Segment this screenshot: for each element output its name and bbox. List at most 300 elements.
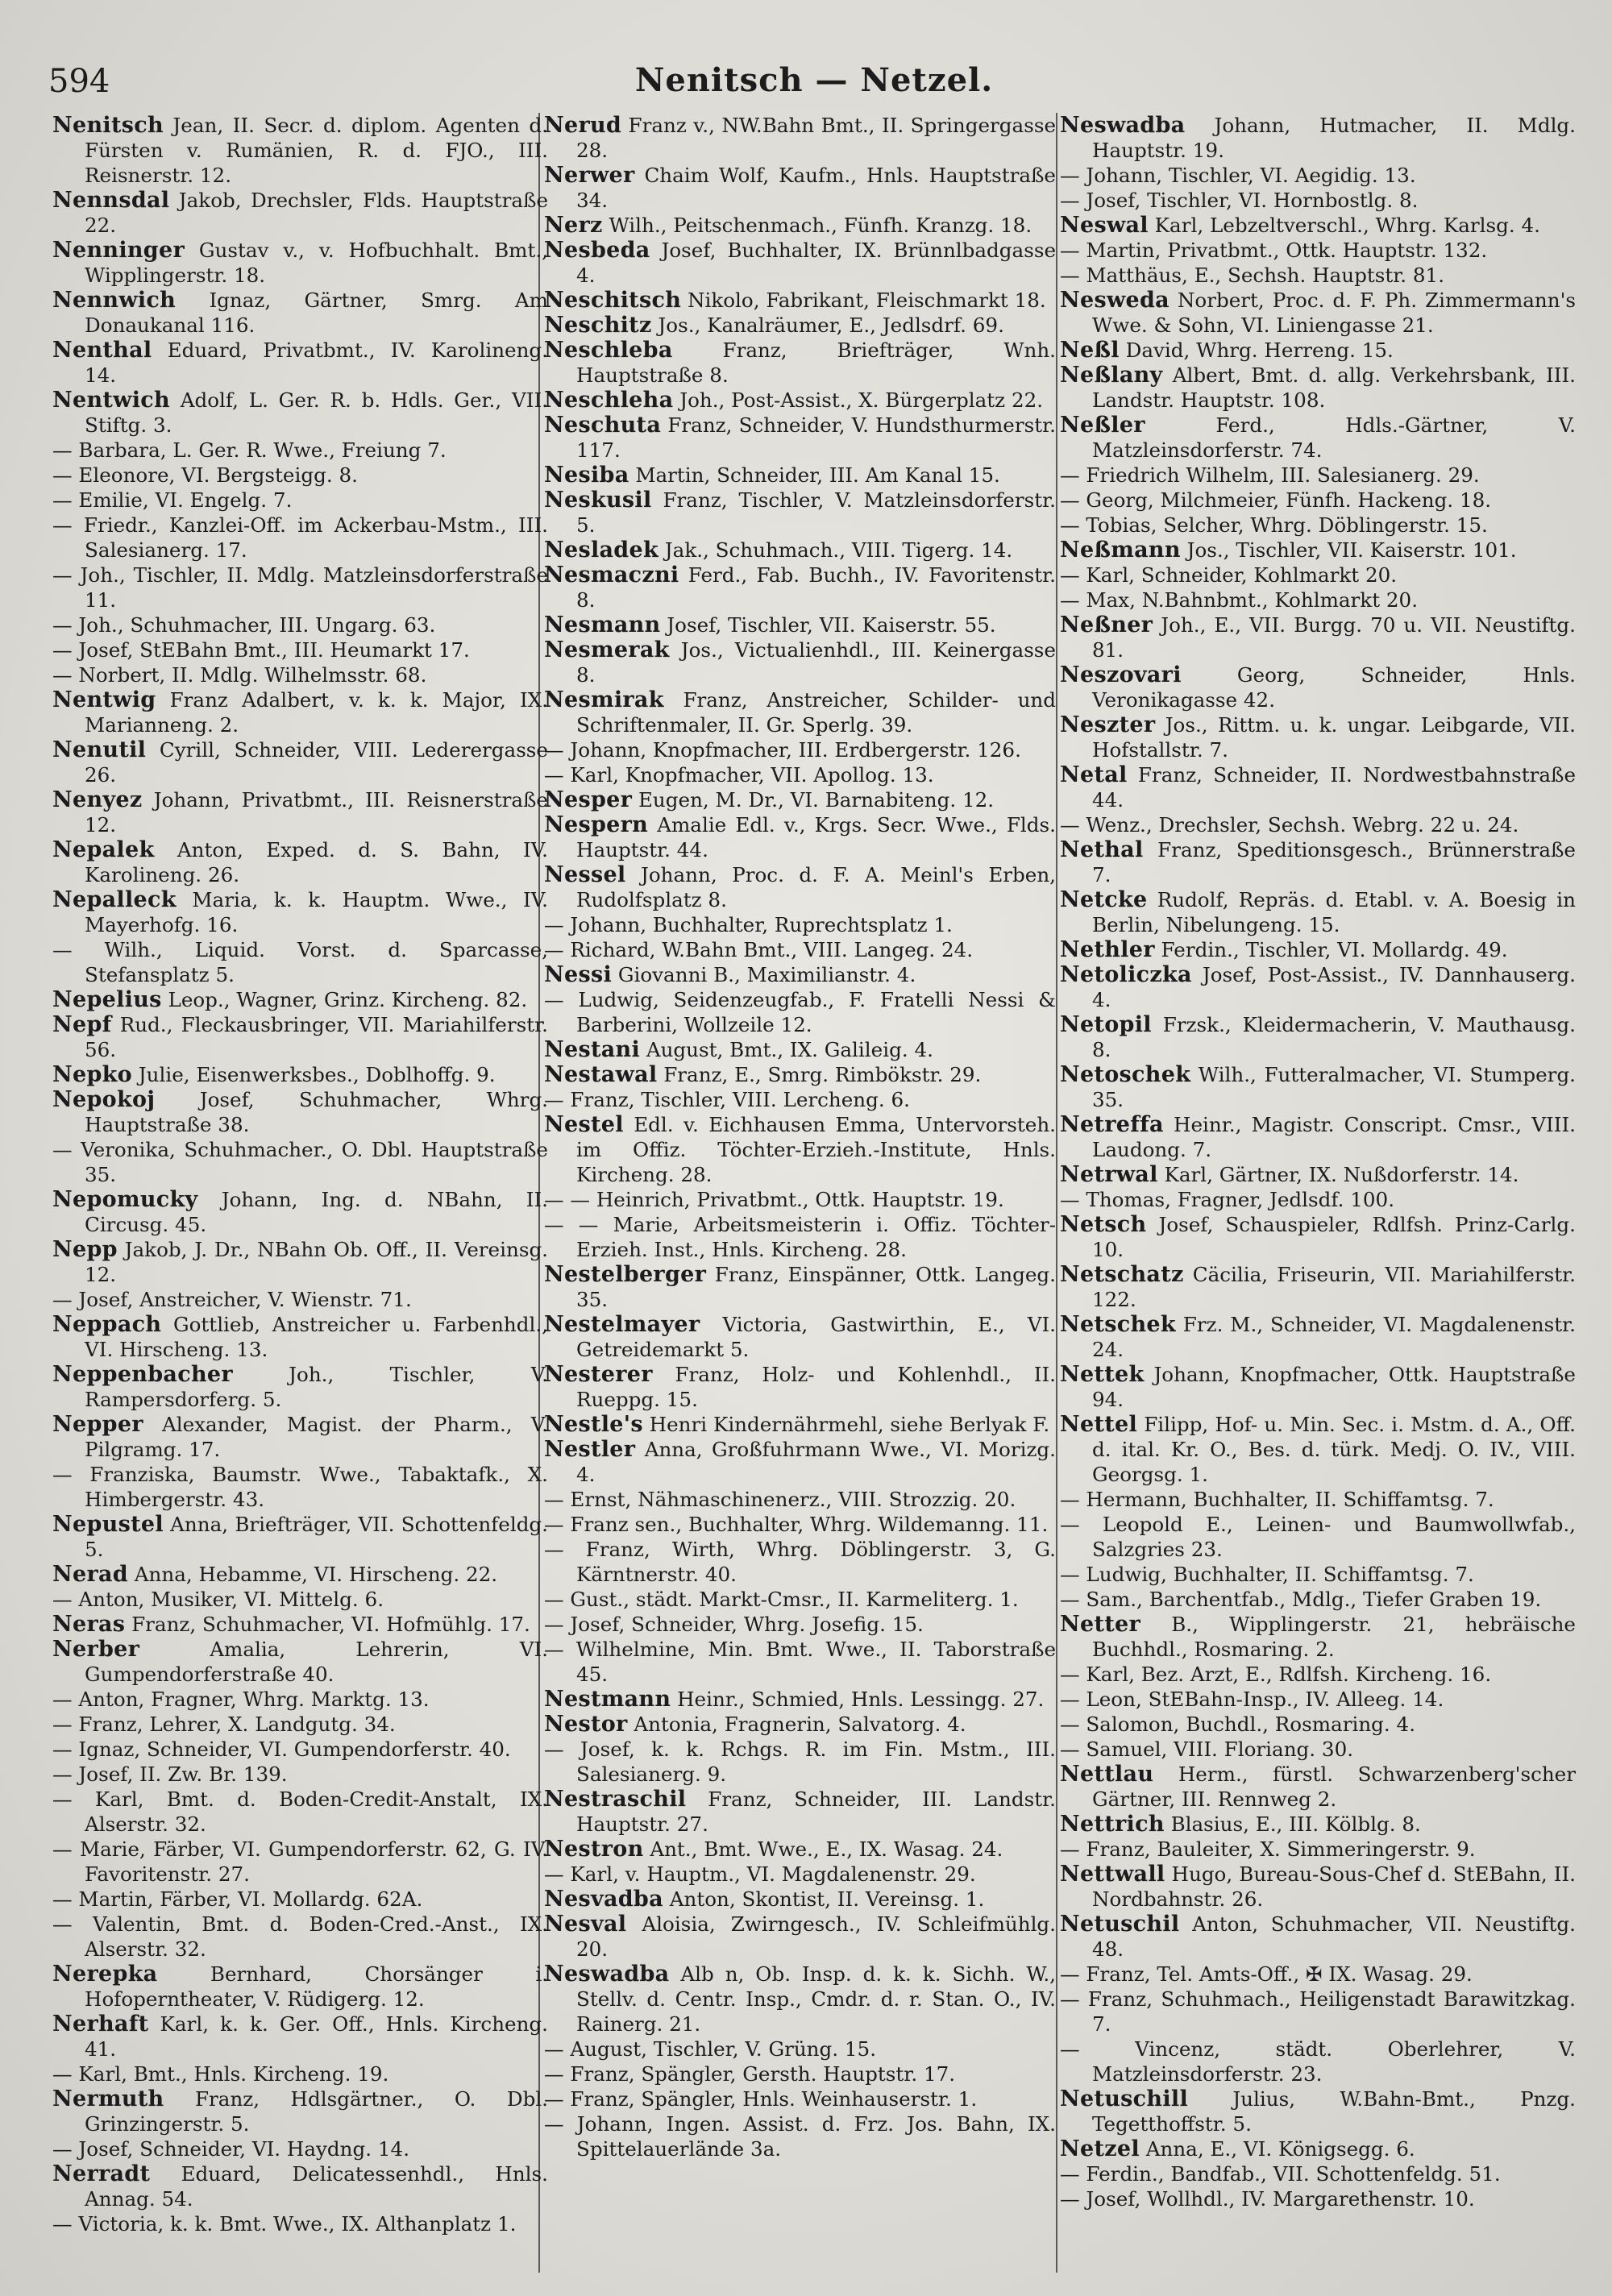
entry-details: — Vincenz, städt. Oberlehrer, V. Matzleinsdorferstr. 23. bbox=[1060, 2037, 1576, 2086]
directory-entry bbox=[52, 1312, 548, 1362]
entry-surname: Nespern bbox=[544, 812, 649, 837]
entry-surname: Neschleba bbox=[544, 338, 673, 363]
entry-details: Norbert, Proc. d. F. Ph. Zimmermann's Wwe. & Sohn, VI. Liniengasse 21. bbox=[1092, 289, 1576, 337]
directory-entry bbox=[1060, 1262, 1576, 1312]
entry-surname: Neschuta bbox=[544, 413, 662, 438]
directory-entry bbox=[52, 1837, 548, 1887]
directory-entry bbox=[1060, 263, 1576, 288]
entry-surname: Nerhaft bbox=[52, 2012, 149, 2037]
directory-entry bbox=[1060, 1412, 1576, 1487]
directory-entry bbox=[52, 2086, 548, 2136]
entry-details: Karl, k. k. Ger. Off., Hnls. Kircheng. 41. bbox=[85, 2012, 548, 2061]
entry-details: — Johann, Buchhalter, Ruprechtsplatz 1. bbox=[544, 913, 953, 936]
entry-details: Alexander, Magist. der Pharm., V. Pilgramg. 17. bbox=[85, 1413, 548, 1461]
entry-details: Julius, W.Bahn-Bmt., Pnzg. Tegetthoffstr. 5. bbox=[1092, 2087, 1576, 2136]
directory-entry bbox=[1060, 612, 1576, 662]
entry-details: Franz, Schuhmacher, VI. Hofmühlg. 17. bbox=[125, 1613, 530, 1636]
directory-entry bbox=[52, 1012, 548, 1062]
entry-details: — Gust., städt. Markt-Cmsr., II. Karmeliterg. 1. bbox=[544, 1588, 1019, 1611]
entry-details: Gottlieb, Anstreicher u. Farbenhdl., VI. Hirscheng. 13. bbox=[85, 1313, 548, 1361]
directory-entry bbox=[544, 612, 1056, 637]
entry-details: Antonia, Fragnerin, Salvatorg. 4. bbox=[627, 1713, 966, 1736]
entry-details: — Josef, II. Zw. Br. 139. bbox=[52, 1762, 288, 1786]
entry-surname: Neppach bbox=[52, 1312, 162, 1337]
directory-entry bbox=[52, 338, 548, 388]
entry-details: Johann, Privatbmt., III. Reisnerstraße 12. bbox=[85, 788, 548, 837]
directory-entry bbox=[52, 113, 548, 188]
entry-details: Eugen, M. Dr., VI. Barnabiteng. 12. bbox=[632, 788, 995, 812]
entry-details: Adolf, L. Ger. R. b. Hdls. Ger., VII. Stiftg. 3. bbox=[85, 388, 548, 437]
entry-surname: Nestmann bbox=[544, 1687, 671, 1712]
entry-surname: Nepokoj bbox=[52, 1087, 156, 1112]
entry-details: Franz, E., Smrg. Rimbökstr. 29. bbox=[657, 1063, 982, 1086]
entry-surname: Nesmirak bbox=[544, 687, 664, 712]
directory-entry bbox=[52, 1962, 548, 2012]
entry-surname: Neszovari bbox=[1060, 662, 1182, 687]
directory-entry bbox=[52, 438, 548, 463]
entry-details: Giovanni B., Maximilianstr. 4. bbox=[612, 963, 916, 986]
directory-entry bbox=[52, 2012, 548, 2061]
directory-entry bbox=[544, 1412, 1056, 1437]
directory-entry bbox=[52, 1562, 548, 1587]
entry-details: Rudolf, Repräs. d. Etabl. v. A. Boesig in Berlin, Nibelungeng. 15. bbox=[1092, 888, 1576, 936]
entry-surname: Nepalek bbox=[52, 837, 155, 862]
directory-entry bbox=[1060, 1062, 1576, 1112]
entry-details: Ferdin., Tischler, VI. Mollardg. 49. bbox=[1154, 938, 1508, 961]
entry-details: — Martin, Privatbmt., Ottk. Hauptstr. 132. bbox=[1060, 239, 1488, 262]
entry-surname: Netal bbox=[1060, 762, 1128, 787]
entry-details: Jak., Schuhmach., VIII. Tigerg. 14. bbox=[658, 538, 1013, 562]
entry-details: — Ferdin., Bandfab., VII. Schottenfeldg. 51. bbox=[1060, 2162, 1501, 2186]
directory-entry bbox=[52, 1762, 548, 1787]
entry-details: Jakob, J. Dr., NBahn Ob. Off., II. Vereinsg. 12. bbox=[85, 1238, 548, 1286]
entry-details: Jakob, Drechsler, Flds. Hauptstraße 22. bbox=[85, 189, 548, 237]
directory-entry bbox=[1060, 2136, 1576, 2161]
entry-details: Johann, Ing. d. NBahn, II. Circusg. 45. bbox=[85, 1188, 548, 1236]
directory-entry bbox=[1060, 1837, 1576, 1862]
directory-entry bbox=[52, 1587, 548, 1612]
entry-details: Jean, II. Secr. d. diplom. Agenten d. Fürsten v. Rumänien, R. d. FJO., III. Reisnerstr. 12. bbox=[85, 114, 548, 187]
directory-entry bbox=[52, 1137, 548, 1187]
directory-entry bbox=[544, 762, 1056, 787]
entry-surname: Neswadba bbox=[544, 1962, 670, 1987]
entry-details: Bernhard, Chorsänger i. Hofoperntheater, V. Rüdigerg. 12. bbox=[85, 1962, 548, 2011]
directory-entry bbox=[544, 413, 1056, 463]
entry-details: — Johann, Ingen. Assist. d. Frz. Jos. Bahn, IX. Spittelauerlände 3a. bbox=[544, 2112, 1056, 2161]
entry-surname: Neßner bbox=[1060, 612, 1153, 637]
entry-details: Franz v., NW.Bahn Bmt., II. Springergasse 28. bbox=[576, 114, 1056, 162]
entry-details: — Josef, Anstreicher, V. Wienstr. 71. bbox=[52, 1288, 412, 1311]
entry-details: Anna, Briefträger, VII. Schottenfeldg. 5. bbox=[85, 1513, 548, 1561]
directory-entry bbox=[52, 1512, 548, 1562]
entry-details: — Victoria, k. k. Bmt. Wwe., IX. Althanplatz 1. bbox=[52, 2212, 517, 2236]
entry-details: — Norbert, II. Mdlg. Wilhelmsstr. 68. bbox=[52, 663, 427, 687]
entry-details: Henri Kindernährmehl, siehe Berlyak F. bbox=[642, 1413, 1050, 1436]
entry-details: — Hermann, Buchhalter, II. Schiffamtsg. 7. bbox=[1060, 1488, 1494, 1511]
directory-entry bbox=[1060, 887, 1576, 937]
directory-entry bbox=[1060, 837, 1576, 887]
entry-details: — Josef, k. k. Rchgs. R. im Fin. Mstm., III. Salesianerg. 9. bbox=[544, 1738, 1056, 1786]
entry-details: — Anton, Fragner, Whrg. Marktg. 13. bbox=[52, 1688, 430, 1711]
entry-details: — Josef, StEBahn Bmt., III. Heumarkt 17. bbox=[52, 638, 470, 662]
entry-surname: Netuschill bbox=[1060, 2086, 1189, 2111]
entry-details: — Martin, Färber, VI. Mollardg. 62A. bbox=[52, 1887, 423, 1911]
directory-entry bbox=[1060, 563, 1576, 587]
entry-details: — Franz, Lehrer, X. Landgutg. 34. bbox=[52, 1713, 396, 1736]
entry-surname: Neschitz bbox=[544, 313, 652, 338]
entry-surname: Nenninger bbox=[52, 238, 185, 263]
entry-details: — Matthäus, E., Sechsh. Hauptstr. 81. bbox=[1060, 264, 1445, 287]
entry-surname: Nessel bbox=[544, 862, 626, 887]
entry-surname: Nentwig bbox=[52, 687, 156, 712]
entry-surname: Neswadba bbox=[1060, 113, 1186, 138]
entry-details: Anton, Skontist, II. Vereinsg. 1. bbox=[663, 1887, 985, 1911]
directory-entry bbox=[52, 2161, 548, 2211]
entry-surname: Netschatz bbox=[1060, 1262, 1184, 1287]
directory-entry bbox=[544, 1087, 1056, 1112]
entry-details: Jos., Victualienhdl., III. Keinergasse 8. bbox=[576, 638, 1056, 687]
entry-details: — Franz, Spängler, Hnls. Weinhauserstr. 1. bbox=[544, 2087, 978, 2111]
directory-entry bbox=[544, 538, 1056, 563]
entry-details: — Ludwig, Seidenzeugfab., F. Fratelli Nessi & Barberini, Wollzeile 12. bbox=[544, 988, 1056, 1036]
entry-details: Karl, Gärtner, IX. Nußdorferstr. 14. bbox=[1157, 1163, 1519, 1186]
directory-entry bbox=[544, 1587, 1056, 1612]
running-title: Nenitsch — Netzel. bbox=[634, 61, 994, 99]
entry-details: Anton, Schuhmacher, VII. Neustiftg. 48. bbox=[1092, 1912, 1576, 1961]
entry-surname: Nestelberger bbox=[544, 1262, 707, 1287]
directory-entry bbox=[544, 2037, 1056, 2061]
entry-details: Heinr., Schmied, Hnls. Lessingg. 27. bbox=[671, 1688, 1045, 1711]
entry-surname: Netschek bbox=[1060, 1312, 1176, 1337]
entry-surname: Nentwich bbox=[52, 388, 170, 413]
directory-entry bbox=[544, 1362, 1056, 1412]
entry-details: B., Wipplingerstr. 21, hebräische Buchhdl., Rosmaring. 2. bbox=[1092, 1613, 1576, 1661]
entry-details: Amalia, Lehrerin, VI. Gumpendorferstraße 40. bbox=[85, 1638, 548, 1686]
directory-entry bbox=[544, 1712, 1056, 1737]
entry-surname: Nesmerak bbox=[544, 637, 670, 662]
directory-entry bbox=[1060, 413, 1576, 463]
entry-details: — Ignaz, Schneider, VI. Gumpendorferstr. 40. bbox=[52, 1738, 511, 1761]
entry-details: Franz, Anstreicher, Schilder- und Schriftenmaler, II. Gr. Sperlg. 39. bbox=[576, 688, 1056, 737]
directory-entry bbox=[1060, 1512, 1576, 1562]
directory-entry bbox=[52, 1462, 548, 1512]
directory-entry bbox=[52, 1287, 548, 1312]
directory-entry bbox=[1060, 1187, 1576, 1212]
entry-details: Frz. M., Schneider, VI. Magdalenenstr. 24. bbox=[1092, 1313, 1576, 1361]
directory-entry bbox=[52, 837, 548, 887]
entry-details: Franz, Schneider, III. Landstr. Hauptstr. 27. bbox=[576, 1787, 1056, 1836]
entry-details: Hugo, Bureau-Sous-Chef d. StEBahn, II. Nordbahnstr. 26. bbox=[1092, 1862, 1576, 1911]
directory-entry bbox=[544, 1487, 1056, 1512]
directory-entry bbox=[1060, 1362, 1576, 1412]
entry-details: — Johann, Knopfmacher, III. Erdbergerstr. 126. bbox=[544, 738, 1021, 762]
entry-details: Josef, Schuhmacher, Whrg. Hauptstraße 38. bbox=[85, 1088, 548, 1136]
entry-details: Josef, Schauspieler, Rdlfsh. Prinz-Carlg. 10. bbox=[1092, 1213, 1576, 1261]
entry-details: — Josef, Wollhdl., IV. Margarethenstr. 10. bbox=[1060, 2187, 1475, 2211]
entry-details: — Franz, Spängler, Gersth. Hauptstr. 17. bbox=[544, 2062, 956, 2086]
directory-entry bbox=[52, 1887, 548, 1912]
entry-surname: Nethler bbox=[1060, 937, 1155, 962]
entry-details: Ignaz, Gärtner, Smrg. Am Donaukanal 116. bbox=[85, 289, 548, 337]
directory-entry bbox=[1060, 587, 1576, 612]
directory-entry bbox=[52, 1687, 548, 1712]
entry-details: — Leopold E., Leinen- und Baumwollwfab., Salzgries 23. bbox=[1060, 1513, 1576, 1561]
entry-details: August, Bmt., IX. Galileig. 4. bbox=[640, 1038, 933, 1061]
directory-entry bbox=[52, 2136, 548, 2161]
directory-entry bbox=[544, 1112, 1056, 1187]
directory-entry bbox=[1060, 1762, 1576, 1812]
entry-surname: Nepko bbox=[52, 1062, 132, 1087]
entry-details: Franz, Speditionsgesch., Brünnerstraße 7. bbox=[1092, 838, 1576, 886]
directory-entry bbox=[1060, 1162, 1576, 1187]
entry-surname: Nenitsch bbox=[52, 113, 164, 138]
entry-details: Nikolo, Fabrikant, Fleischmarkt 18. bbox=[681, 289, 1046, 312]
directory-entry bbox=[544, 2061, 1056, 2086]
directory-entry bbox=[544, 2086, 1056, 2111]
entry-surname: Nestraschil bbox=[544, 1787, 687, 1812]
entry-details: — — Heinrich, Privatbmt., Ottk. Hauptstr. 19. bbox=[544, 1188, 1004, 1211]
entry-surname: Nerber bbox=[52, 1637, 140, 1662]
directory-entry bbox=[544, 388, 1056, 413]
directory-entry bbox=[1060, 662, 1576, 712]
directory-entry bbox=[544, 1887, 1056, 1912]
entry-surname: Nesladek bbox=[544, 538, 659, 563]
entry-details: — Joh., Tischler, II. Mdlg. Matzleinsdorferstraße 11. bbox=[52, 563, 548, 612]
directory-entry bbox=[544, 1687, 1056, 1712]
entry-surname: Nettel bbox=[1060, 1412, 1138, 1437]
directory-entry bbox=[52, 388, 548, 438]
entry-details: Martin, Schneider, III. Am Kanal 15. bbox=[629, 463, 1000, 487]
entry-details: Johann, Knopfmacher, Ottk. Hauptstraße 94. bbox=[1092, 1363, 1576, 1411]
entry-surname: Neskusil bbox=[544, 488, 652, 513]
directory-entry bbox=[544, 862, 1056, 912]
directory-entry bbox=[544, 1437, 1056, 1487]
directory-entry bbox=[1060, 1112, 1576, 1162]
entry-details: Franz, Einspänner, Ottk. Langeg. 35. bbox=[576, 1263, 1056, 1311]
entry-details: Blasius, E., III. Kölblg. 8. bbox=[1164, 1812, 1421, 1836]
entry-details: Frzsk., Kleidermacherin, V. Mauthausg. 8. bbox=[1092, 1013, 1576, 1061]
entry-details: — Ernst, Nähmaschinenerz., VIII. Strozzig. 20. bbox=[544, 1488, 1016, 1511]
directory-entry bbox=[1060, 762, 1576, 812]
entry-surname: Nepper bbox=[52, 1412, 143, 1437]
entry-details: — Friedr., Kanzlei-Off. im Ackerbau-Mstm., III. Salesianerg. 17. bbox=[52, 513, 548, 562]
entry-details: — Karl, Bmt. d. Boden-Credit-Anstalt, IX. Alserstr. 32. bbox=[52, 1787, 548, 1836]
directory-entry bbox=[544, 987, 1056, 1037]
entry-surname: Nettlau bbox=[1060, 1762, 1154, 1787]
entry-surname: Nestron bbox=[544, 1837, 644, 1862]
directory-entry bbox=[52, 488, 548, 513]
entry-surname: Neßl bbox=[1060, 338, 1120, 363]
entry-surname: Nestle's bbox=[544, 1412, 643, 1437]
entry-surname: Nettrich bbox=[1060, 1812, 1165, 1837]
entry-details: David, Whrg. Herreng. 15. bbox=[1119, 338, 1394, 362]
entry-details: Chaim Wolf, Kaufm., Hnls. Hauptstraße 34. bbox=[576, 164, 1056, 212]
entry-details: — Josef, Schneider, VI. Haydng. 14. bbox=[52, 2137, 410, 2161]
entry-details: — Johann, Tischler, VI. Aegidig. 13. bbox=[1060, 164, 1416, 187]
entry-details: Maria, k. k. Hauptm. Wwe., IV. Mayerhofg. 16. bbox=[85, 888, 548, 936]
directory-entry bbox=[1060, 163, 1576, 188]
directory-entry bbox=[1060, 1812, 1576, 1837]
directory-entry bbox=[1060, 937, 1576, 962]
entry-details: — — Marie, Arbeitsmeisterin i. Offiz. Töchter-Erzieh. Inst., Hnls. Kircheng. 28. bbox=[544, 1213, 1056, 1261]
directory-entry bbox=[1060, 1912, 1576, 1962]
entry-details: — Richard, W.Bahn Bmt., VIII. Langeg. 24. bbox=[544, 938, 974, 961]
entry-details: Wilh., Futteralmacher, VI. Stumperg. 35. bbox=[1092, 1063, 1576, 1111]
directory-entry bbox=[1060, 113, 1576, 163]
directory-entry bbox=[544, 163, 1056, 213]
entry-details: — Wilhelmine, Min. Bmt. Wwe., II. Taborstraße 45. bbox=[544, 1638, 1056, 1686]
directory-entry bbox=[1060, 1687, 1576, 1712]
entry-details: — Leon, StEBahn-Insp., IV. Alleeg. 14. bbox=[1060, 1688, 1444, 1711]
directory-entry bbox=[52, 1912, 548, 1962]
entry-details: Franz, Briefträger, Wnh. Hauptstraße 8. bbox=[576, 338, 1056, 387]
directory-entry bbox=[52, 637, 548, 662]
entry-details: Johann, Proc. d. F. A. Meinl's Erben, Rudolfsplatz 8. bbox=[576, 863, 1056, 911]
entry-details: Amalie Edl. v., Krgs. Secr. Wwe., Flds. Hauptstr. 44. bbox=[576, 813, 1056, 862]
directory-entry bbox=[1060, 1737, 1576, 1762]
entry-details: — Franz sen., Buchhalter, Whrg. Wildemanng. 11. bbox=[544, 1513, 1049, 1536]
entry-details: — Franz, Tel. Amts-Off., ✠ IX. Wasag. 29. bbox=[1060, 1962, 1473, 1986]
directory-entry bbox=[52, 288, 548, 338]
directory-entry bbox=[544, 1787, 1056, 1837]
entry-surname: Nepomucky bbox=[52, 1187, 198, 1212]
directory-entry bbox=[52, 1612, 548, 1637]
entry-surname: Neschleha bbox=[544, 388, 674, 413]
directory-entry bbox=[544, 1212, 1056, 1262]
directory-entry bbox=[544, 962, 1056, 987]
directory-entry bbox=[52, 1187, 548, 1237]
directory-entry bbox=[544, 463, 1056, 488]
column-2 bbox=[544, 113, 1056, 2273]
directory-entry bbox=[544, 1737, 1056, 1787]
entry-surname: Netopil bbox=[1060, 1012, 1152, 1037]
entry-details: Cyrill, Schneider, VIII. Lederergasse 26. bbox=[85, 738, 548, 787]
directory-entry bbox=[52, 1087, 548, 1137]
entry-details: Johann, Hutmacher, II. Mdlg. Hauptstr. 19. bbox=[1092, 114, 1576, 162]
entry-details: Josef, Tischler, VII. Kaiserstr. 55. bbox=[660, 613, 996, 637]
entry-surname: Nerepka bbox=[52, 1962, 158, 1987]
entry-surname: Nestani bbox=[544, 1037, 641, 1062]
entry-details: — Wenz., Drechsler, Sechsh. Webrg. 22 u. 24. bbox=[1060, 813, 1519, 837]
directory-entry bbox=[544, 1537, 1056, 1587]
entry-details: — Sam., Barchentfab., Mdlg., Tiefer Graben 19. bbox=[1060, 1588, 1542, 1611]
directory-entry bbox=[544, 1312, 1056, 1362]
directory-entry bbox=[1060, 1662, 1576, 1687]
entry-details: Josef, Buchhalter, IX. Brünnlbadgasse 4. bbox=[576, 239, 1056, 287]
entry-details: — Josef, Tischler, VI. Hornbostlg. 8. bbox=[1060, 189, 1419, 212]
entry-details: — Joh., Schuhmacher, III. Ungarg. 63. bbox=[52, 613, 436, 637]
entry-surname: Nennwich bbox=[52, 288, 177, 313]
entry-details: Ferd., Hdls.-Gärtner, V. Matzleinsdorferstr. 74. bbox=[1092, 413, 1576, 462]
directory-entry bbox=[1060, 363, 1576, 413]
page-header bbox=[48, 58, 1580, 114]
directory-entry bbox=[544, 1612, 1056, 1637]
entry-details: Franz, Tischler, V. Matzleinsdorferstr. 5. bbox=[576, 488, 1056, 537]
directory-entry bbox=[1060, 812, 1576, 837]
entry-details: — Wilh., Liquid. Vorst. d. Sparcasse, Stefansplatz 5. bbox=[52, 938, 548, 986]
entry-details: Karl, Lebzeltverschl., Whrg. Karlsg. 4. bbox=[1148, 214, 1540, 237]
entry-details: Jos., Rittm. u. k. ungar. Leibgarde, VII. Hofstallstr. 7. bbox=[1092, 713, 1576, 762]
entry-details: — Georg, Milchmeier, Fünfh. Hackeng. 18. bbox=[1060, 488, 1492, 512]
directory-entry bbox=[52, 987, 548, 1012]
directory-entry bbox=[544, 1512, 1056, 1537]
directory-entry bbox=[544, 737, 1056, 762]
directory-entry bbox=[544, 1637, 1056, 1687]
directory-entry bbox=[52, 737, 548, 787]
entry-surname: Nerz bbox=[544, 213, 603, 238]
entry-surname: Neschitsch bbox=[544, 288, 682, 313]
entry-surname: Nettek bbox=[1060, 1362, 1145, 1387]
entry-details: Edl. v. Eichhausen Emma, Untervorsteh. im Offiz. Töchter-Erzieh.-Institute, Hnls. Kircheng. 28. bbox=[576, 1113, 1056, 1186]
directory-entry bbox=[544, 687, 1056, 737]
entry-details: — Karl, v. Hauptm., VI. Magdalenenstr. 29. bbox=[544, 1862, 976, 1886]
directory-entry bbox=[1060, 962, 1576, 1012]
entry-details: Eduard, Privatbmt., IV. Karolineng. 14. bbox=[85, 338, 548, 387]
entry-details: Franz, Holz- und Kohlenhdl., II. Rueppg. 15. bbox=[576, 1363, 1056, 1411]
directory-entry bbox=[52, 1637, 548, 1687]
directory-entry bbox=[52, 1062, 548, 1087]
directory-entry bbox=[544, 338, 1056, 388]
directory-entry bbox=[52, 937, 548, 987]
directory-entry bbox=[52, 463, 548, 488]
entry-details: — Karl, Knopfmacher, VII. Apollog. 13. bbox=[544, 763, 934, 787]
directory-entry bbox=[1060, 1012, 1576, 1062]
entry-surname: Nesvadba bbox=[544, 1887, 663, 1912]
directory-entry bbox=[544, 912, 1056, 937]
entry-surname: Neras bbox=[52, 1612, 126, 1637]
entry-details: — Friedrich Wilhelm, III. Salesianerg. 29. bbox=[1060, 463, 1480, 487]
directory-entry bbox=[544, 213, 1056, 238]
directory-entry bbox=[544, 1912, 1056, 1962]
entry-details: — August, Tischler, V. Grüng. 15. bbox=[544, 2037, 877, 2061]
directory-entry bbox=[544, 1037, 1056, 1062]
entry-surname: Nenyez bbox=[52, 787, 143, 812]
directory-entry bbox=[1060, 1962, 1576, 1987]
directory-entry bbox=[52, 563, 548, 612]
directory-entry bbox=[52, 787, 548, 837]
directory-entry bbox=[1060, 2186, 1576, 2211]
entry-details: Franz, Schneider, V. Hundsthurmerstr. 117. bbox=[576, 413, 1056, 462]
entry-details: Georg, Schneider, Hnls. Veronikagasse 42. bbox=[1092, 663, 1576, 712]
entry-details: Victoria, Gastwirthin, E., VI. Getreidemarkt 5. bbox=[576, 1313, 1056, 1361]
entry-details: — Eleonore, VI. Bergsteigg. 8. bbox=[52, 463, 358, 487]
column-3 bbox=[1060, 113, 1576, 2273]
directory-entry bbox=[52, 1412, 548, 1462]
entry-surname: Neppenbacher bbox=[52, 1362, 233, 1387]
entry-details: Ferd., Fab. Buchh., IV. Favoritenstr. 8. bbox=[576, 563, 1056, 612]
entry-details: — Karl, Bmt., Hnls. Kircheng. 19. bbox=[52, 2062, 389, 2086]
entry-details: Franz Adalbert, v. k. k. Major, IX. Marianneng. 2. bbox=[85, 688, 548, 737]
entry-details: Filipp, Hof- u. Min. Sec. i. Mstm. d. A., Off. d. ital. Kr. O., Bes. d. türk. Medj. O. IV., VIII. Georgsg. 1. bbox=[1092, 1413, 1576, 1486]
entry-details: Jos., Kanalräumer, E., Jedlsdrf. 69. bbox=[651, 313, 1004, 337]
entry-details: Alb n, Ob. Insp. d. k. k. Sichh. W., Stellv. d. Centr. Insp., Cmdr. d. r. Stan. O., IV. Rainerg. 21. bbox=[576, 1962, 1056, 2036]
entry-surname: Neßlany bbox=[1060, 363, 1163, 388]
entry-details: Leop., Wagner, Grinz. Kircheng. 82. bbox=[161, 988, 528, 1011]
directory-entry bbox=[52, 1237, 548, 1287]
entry-surname: Nesweda bbox=[1060, 288, 1170, 313]
directory-entry bbox=[544, 288, 1056, 313]
entry-details: — Thomas, Fragner, Jedlsdf. 100. bbox=[1060, 1188, 1395, 1211]
directory-entry bbox=[1060, 288, 1576, 338]
entry-details: Eduard, Delicatessenhdl., Hnls. Annag. 54. bbox=[85, 2162, 548, 2211]
entry-details: Joh., Post-Assist., X. Bürgerplatz 22. bbox=[673, 388, 1044, 412]
entry-details: Rud., Fleckausbringer, VII. Mariahilferstr. 56. bbox=[85, 1013, 548, 1061]
directory-entry bbox=[52, 1712, 548, 1737]
directory-entry bbox=[544, 488, 1056, 538]
directory-entry bbox=[1060, 1712, 1576, 1737]
entry-details: — Salomon, Buchdl., Rosmaring. 4. bbox=[1060, 1713, 1416, 1736]
directory-entry bbox=[1060, 488, 1576, 513]
